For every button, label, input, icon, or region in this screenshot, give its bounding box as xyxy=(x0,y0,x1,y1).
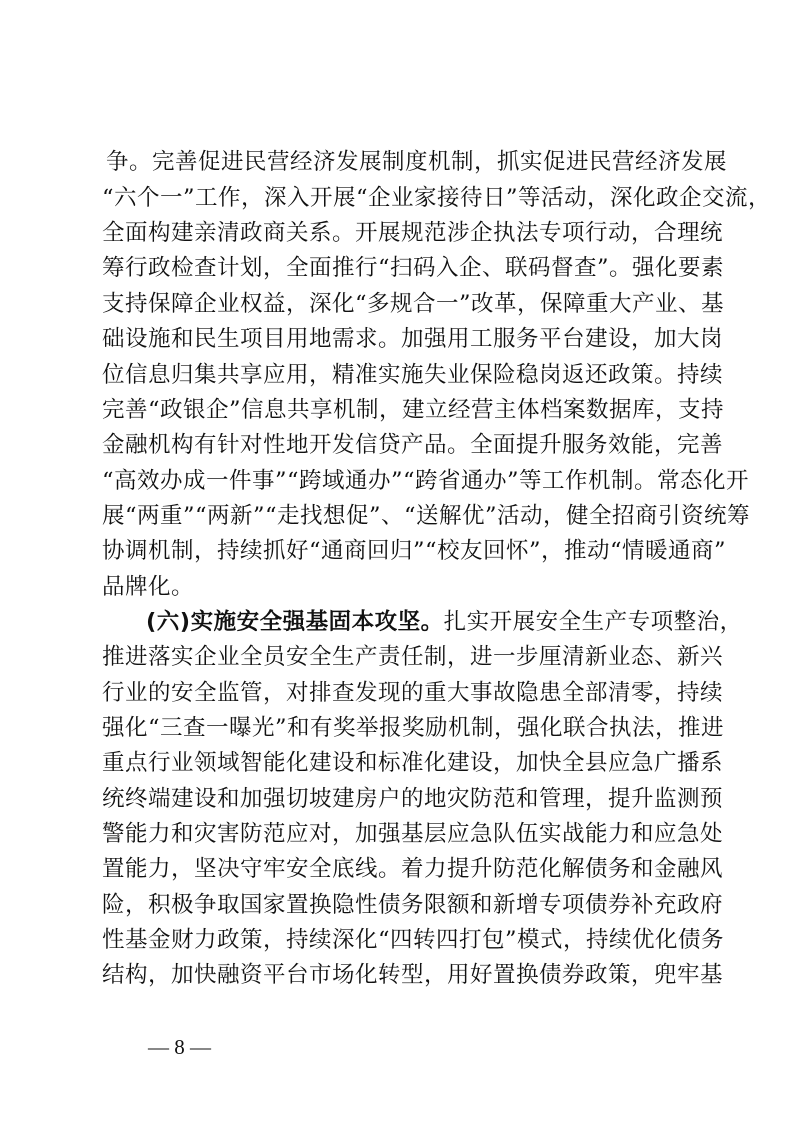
section-heading: (六)实施安全强基固本攻坚。 xyxy=(146,609,444,635)
body-text-line: 强化“三查一曝光”和有奖举报奖励机制，强化联合执法，推进 xyxy=(102,715,725,741)
section-first-line-text: 扎实开展安全生产专项整治， xyxy=(443,609,743,635)
body-text-line: 展“两重”“两新”“走找想促”、“送解优”活动，健全招商引资统筹 xyxy=(102,503,751,529)
body-text-line: 全面构建亲清政商关系。开展规范涉企执法专项行动，合理统 xyxy=(102,220,724,246)
body-text-line: 警能力和灾害防范应对，加强基层应急队伍实战能力和应急处 xyxy=(102,821,724,847)
body-text-line: 结构，加快融资平台市场化转型，用好置换债券政策，兜牢基 xyxy=(102,962,724,988)
section-first-line xyxy=(146,605,743,639)
body-text-line: 险，积极争取国家置换隐性债务限额和新增专项债券补充政府 xyxy=(102,892,724,918)
body-text-line: 重点行业领域智能化建设和标准化建设，加快全县应急广播系 xyxy=(102,750,724,776)
body-text-line: “六个一”工作，深入开展“企业家接待日”等活动，深化政企交流， xyxy=(102,185,772,211)
body-text-line: 品牌化。 xyxy=(102,574,195,600)
body-text-line: 统终端建设和加强切坡建房户的地灾防范和管理，提升监测预 xyxy=(102,786,724,812)
body-text-line: 置能力，坚决守牢安全底线。着力提升防范化解债务和金融风 xyxy=(102,856,724,882)
body-text-line: 行业的安全监管，对排查发现的重大事故隐患全部清零，持续 xyxy=(102,680,724,706)
body-text-line: 完善“政银企”信息共享机制，建立经营主体档案数据库，支持 xyxy=(102,397,725,423)
body-text-line: 性基金财力政策，持续深化“四转四打包”模式，持续优化债务 xyxy=(102,927,725,953)
body-text-line: 支持保障企业权益，深化“多规合一”改革，保障重大产业、基 xyxy=(102,291,725,317)
page-number: — 8 — xyxy=(148,1035,211,1059)
body-text-line: 础设施和民生项目用地需求。加强用工服务平台建设，加大岗 xyxy=(102,326,724,352)
body-text-line: “高效办成一件事”“跨域通办”“跨省通办”等工作机制。常态化开 xyxy=(102,468,750,494)
body-text-line: 争。完善促进民营经济发展制度机制，抓实促进民营经济发展 xyxy=(106,149,728,175)
body-text-line: 位信息归集共享应用，精准实施失业保险稳岗返还政策。持续 xyxy=(102,362,724,388)
body-text-line: 推进落实企业全员安全生产责任制，进一步厘清新业态、新兴 xyxy=(102,644,724,670)
body-text-line: 协调机制，持续抓好“通商回归”“校友回怀”，推动“情暖通商” xyxy=(102,538,727,564)
body-text-line: 金融机构有针对性地开发信贷产品。全面提升服务效能，完善 xyxy=(102,432,724,458)
body-text-line: 筹行政检查计划，全面推行“扫码入企、联码督查”。强化要素 xyxy=(102,255,725,281)
